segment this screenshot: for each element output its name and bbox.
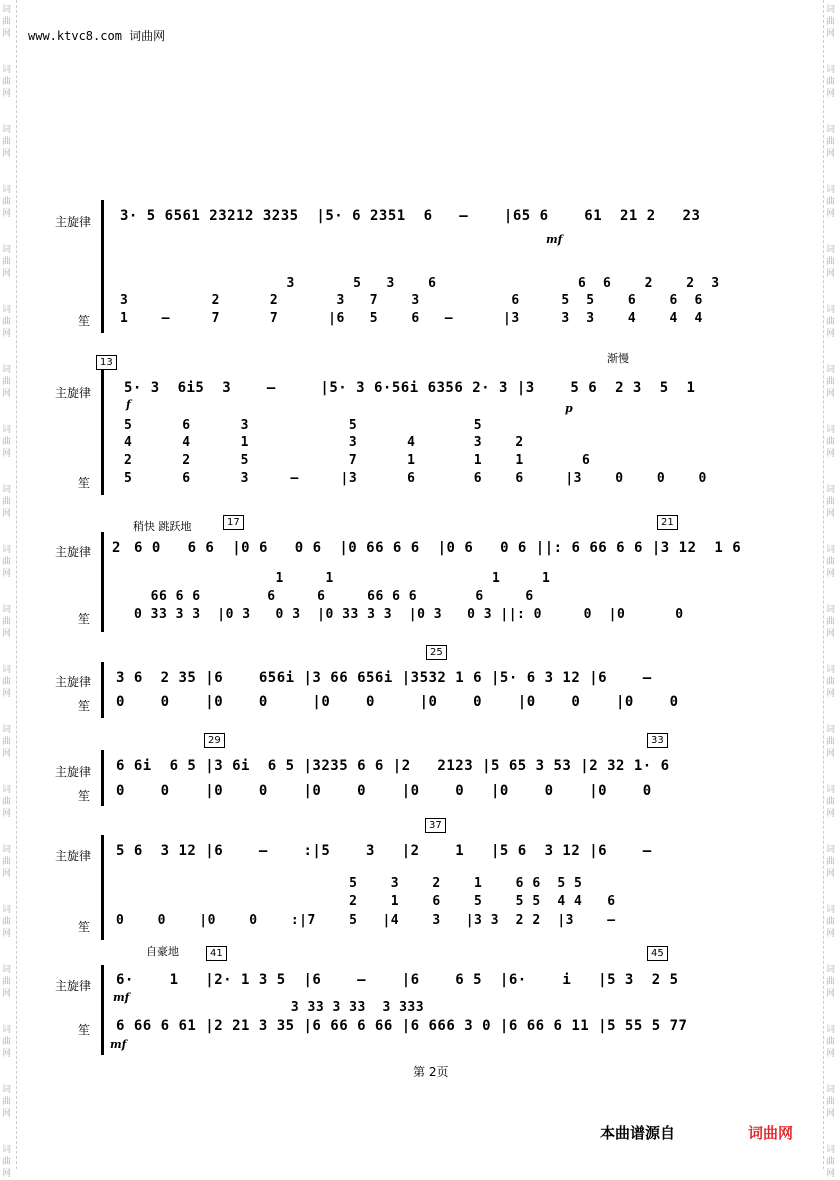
watermark-glyph: 网 [826, 1169, 836, 1179]
watermark-glyph: 网 [2, 629, 12, 639]
system-brace [101, 370, 104, 495]
watermark-glyph: 词 [2, 845, 12, 855]
watermark-glyph: 曲 [2, 137, 12, 147]
watermark-glyph: 词 [826, 965, 836, 975]
watermark-glyph: 网 [826, 269, 836, 279]
watermark-glyph: 曲 [2, 17, 12, 27]
watermark-glyph: 网 [826, 389, 836, 399]
watermark-glyph: 网 [826, 449, 836, 459]
dynamic-mark: mf [546, 233, 563, 246]
melody-line: 6 0 6 6 |0 6 0 6 |0 66 6 6 |0 6 0 6 ||: 6 66 6 6 |3 12 1 6 [134, 540, 742, 556]
part-label-melody: 主旋律 [55, 979, 92, 993]
watermark-glyph: 曲 [826, 257, 836, 267]
watermark-glyph: 词 [2, 1085, 12, 1095]
watermark-glyph: 词 [2, 305, 12, 315]
tempo-mark: 稍快 跳跃地 [133, 520, 192, 533]
watermark-glyph: 曲 [826, 797, 836, 807]
watermark-glyph: 词 [826, 1025, 836, 1035]
watermark-glyph: 曲 [826, 557, 836, 567]
watermark-glyph: 词 [2, 545, 12, 555]
melody-line: 5· 3 6i5 3 – |5· 3 6·56i 6356 2· 3 |3 5 6 2 3 5 1 [124, 380, 696, 396]
part-label-sheng: 笙 [78, 476, 91, 490]
watermark-glyph: 曲 [2, 77, 12, 87]
sheng-line: 3 2 2 3 7 3 6 5 5 6 6 6 [120, 293, 703, 308]
watermark-glyph: 曲 [826, 197, 836, 207]
part-label-sheng: 笙 [78, 1023, 91, 1037]
watermark-glyph: 网 [826, 1049, 836, 1059]
watermark-glyph: 词 [826, 1085, 836, 1095]
watermark-glyph: 曲 [826, 737, 836, 747]
system-brace [101, 835, 104, 940]
watermark-glyph: 曲 [2, 617, 12, 627]
watermark-glyph: 网 [826, 89, 836, 99]
watermark-glyph: 网 [2, 869, 12, 879]
system-brace [101, 200, 104, 333]
watermark-glyph: 词 [826, 785, 836, 795]
watermark-glyph: 曲 [2, 1097, 12, 1107]
sheng-line: 3 5 3 6 6 6 2 2 3 [120, 276, 720, 291]
watermark-glyph: 词 [826, 365, 836, 375]
watermark-glyph: 网 [826, 809, 836, 819]
sheng-line: 66 6 6 6 6 66 6 6 6 6 [134, 589, 534, 604]
measure-number: 25 [426, 645, 447, 660]
watermark-glyph: 词 [2, 245, 12, 255]
watermark-glyph: 词 [2, 605, 12, 615]
watermark-glyph: 曲 [826, 377, 836, 387]
system-brace [101, 750, 104, 806]
watermark-glyph: 词 [826, 425, 836, 435]
part-label-sheng: 笙 [78, 920, 91, 934]
measure-number: 37 [425, 818, 446, 833]
measure-number: 29 [204, 733, 225, 748]
source-label: 本曲谱源自 [600, 1124, 676, 1142]
watermark-glyph: 网 [2, 449, 12, 459]
watermark-glyph: 词 [2, 185, 12, 195]
watermark-glyph: 曲 [826, 677, 836, 687]
sheng-line: 0 0 |0 0 |0 0 |0 0 |0 0 |0 0 [116, 694, 679, 710]
watermark-glyph: 词 [826, 305, 836, 315]
watermark-glyph: 曲 [826, 437, 836, 447]
watermark-glyph: 词 [2, 785, 12, 795]
sheng-line: 0 0 |0 0 |0 0 |0 0 |0 0 |0 0 [116, 783, 652, 799]
sheng-line: 5 6 3 – |3 6 6 6 |3 0 0 0 [124, 471, 707, 486]
watermark-glyph: 曲 [2, 977, 12, 987]
sheng-line: 2 1 6 5 5 5 4 4 6 [116, 894, 616, 909]
watermark-glyph: 网 [2, 509, 12, 519]
watermark-glyph: 网 [826, 629, 836, 639]
watermark-glyph: 曲 [2, 917, 12, 927]
watermark-glyph: 网 [2, 749, 12, 759]
brand-link[interactable]: 词曲网 [748, 1124, 794, 1142]
watermark-glyph: 词 [826, 125, 836, 135]
watermark-glyph: 网 [2, 329, 12, 339]
watermark-glyph: 曲 [2, 197, 12, 207]
watermark-glyph: 网 [826, 29, 836, 39]
watermark-glyph: 词 [826, 65, 836, 75]
sheng-line: 1 1 1 1 [134, 571, 551, 586]
watermark-glyph: 网 [2, 1169, 12, 1179]
watermark-glyph: 词 [826, 845, 836, 855]
watermark-glyph: 曲 [826, 77, 836, 87]
watermark-glyph: 网 [2, 569, 12, 579]
watermark-glyph: 网 [2, 689, 12, 699]
part-label-sheng: 笙 [78, 612, 91, 626]
part-label-melody: 主旋律 [55, 675, 92, 689]
sheng-line: 6 66 6 61 |2 21 3 35 |6 66 6 66 |6 666 3 0 |6 66 6 11 |5 55 5 77 [116, 1018, 688, 1034]
measure-number: 33 [647, 733, 668, 748]
watermark-glyph: 曲 [826, 977, 836, 987]
watermark-glyph: 词 [2, 1025, 12, 1035]
watermark-glyph: 曲 [2, 1157, 12, 1167]
watermark-glyph: 词 [2, 485, 12, 495]
sheng-line: 0 0 |0 0 :|7 5 |4 3 |3 3 2 2 |3 – [116, 913, 616, 928]
watermark-glyph: 曲 [826, 617, 836, 627]
watermark-glyph: 词 [2, 665, 12, 675]
watermark-glyph: 网 [2, 1109, 12, 1119]
watermark-glyph: 网 [2, 149, 12, 159]
watermark-glyph: 网 [2, 809, 12, 819]
watermark-glyph: 曲 [2, 857, 12, 867]
watermark-glyph: 曲 [826, 17, 836, 27]
watermark-glyph: 网 [2, 1049, 12, 1059]
watermark-glyph: 词 [2, 65, 12, 75]
watermark-glyph: 词 [2, 725, 12, 735]
system-brace [101, 662, 104, 718]
sheng-line: 5 3 2 1 6 6 5 5 [116, 876, 583, 891]
melody-line: 6 6i 6 5 |3 6i 6 5 |3235 6 6 |2 2123 |5 65 3 53 |2 32 1· 6 [116, 758, 670, 774]
system-brace [101, 965, 104, 1055]
tempo-mark: 自豪地 [146, 945, 179, 958]
watermark-glyph: 网 [826, 749, 836, 759]
watermark-glyph: 词 [2, 425, 12, 435]
watermark-glyph: 词 [2, 5, 12, 15]
watermark-glyph: 词 [826, 665, 836, 675]
measure-number: 45 [647, 946, 668, 961]
watermark-glyph: 曲 [826, 1037, 836, 1047]
part-label-sheng: 笙 [78, 314, 91, 328]
watermark-glyph: 词 [826, 485, 836, 495]
watermark-glyph: 网 [826, 329, 836, 339]
watermark-glyph: 词 [826, 605, 836, 615]
watermark-glyph: 词 [2, 365, 12, 375]
part-label-sheng: 笙 [78, 789, 91, 803]
watermark-glyph: 网 [2, 389, 12, 399]
watermark-glyph: 网 [2, 269, 12, 279]
measure-number: 17 [223, 515, 244, 530]
watermark-glyph: 网 [826, 929, 836, 939]
watermark-glyph: 曲 [826, 857, 836, 867]
watermark-glyph: 网 [826, 509, 836, 519]
sheng-line: 1 – 7 7 |6 5 6 – |3 3 3 4 4 4 [120, 311, 703, 326]
watermark-glyph: 曲 [2, 557, 12, 567]
watermark-glyph: 网 [826, 989, 836, 999]
watermark-glyph: 网 [826, 209, 836, 219]
watermark-glyph: 词 [826, 1145, 836, 1155]
melody-line: 5 6 3 12 |6 – :|5 3 |2 1 |5 6 3 12 |6 – [116, 843, 652, 859]
watermark-glyph: 词 [2, 1145, 12, 1155]
sheng-line: 3 33 3 33 3 333 [116, 1000, 425, 1015]
dynamic-mark: mf [113, 991, 130, 1004]
watermark-glyph: 网 [2, 89, 12, 99]
watermark-glyph: 词 [2, 965, 12, 975]
watermark-glyph: 曲 [2, 797, 12, 807]
watermark-glyph: 网 [826, 1109, 836, 1119]
watermark-glyph: 网 [826, 569, 836, 579]
watermark-glyph: 词 [2, 125, 12, 135]
measure-number: 21 [657, 515, 678, 530]
part-label-melody: 主旋律 [55, 849, 92, 863]
watermark-glyph: 词 [826, 5, 836, 15]
watermark-glyph: 网 [2, 989, 12, 999]
watermark-glyph: 曲 [2, 377, 12, 387]
watermark-glyph: 网 [2, 929, 12, 939]
watermark-glyph: 词 [826, 725, 836, 735]
watermark-glyph: 曲 [2, 737, 12, 747]
watermark-glyph: 网 [2, 209, 12, 219]
watermark-glyph: 词 [826, 245, 836, 255]
watermark-glyph: 曲 [826, 1097, 836, 1107]
watermark-glyph: 词 [826, 905, 836, 915]
watermark-glyph: 网 [2, 29, 12, 39]
part-label-sheng: 笙 [78, 699, 91, 713]
watermark-glyph: 曲 [2, 1037, 12, 1047]
part-label-melody: 主旋律 [55, 215, 92, 229]
watermark-glyph: 词 [826, 185, 836, 195]
page-number: 第 2页 [413, 1065, 449, 1079]
watermark-glyph: 曲 [826, 917, 836, 927]
watermark-glyph: 曲 [2, 497, 12, 507]
melody-line: 6· 1 |2· 1 3 5 |6 – |6 6 5 |6· i |5 3 2 5 [116, 972, 679, 988]
part-label-melody: 主旋律 [55, 386, 92, 400]
watermark-glyph: 网 [826, 689, 836, 699]
dynamic-mark: p [565, 402, 573, 415]
sheng-line: 2 2 5 7 1 1 1 6 [124, 453, 591, 468]
watermark-glyph: 曲 [826, 317, 836, 327]
measure-number: 13 [96, 355, 117, 370]
watermark-glyph: 曲 [826, 137, 836, 147]
watermark-glyph: 网 [826, 869, 836, 879]
watermark-glyph: 词 [2, 905, 12, 915]
watermark-glyph: 曲 [826, 497, 836, 507]
dynamic-mark: mf [110, 1038, 127, 1051]
watermark-glyph: 词 [826, 545, 836, 555]
watermark-glyph: 网 [826, 149, 836, 159]
site-url: www.ktvc8.com 词曲网 [28, 29, 166, 43]
part-label-melody: 主旋律 [55, 765, 92, 779]
measure-number: 41 [206, 946, 227, 961]
watermark-glyph: 曲 [2, 677, 12, 687]
melody-line: 3 6 2 35 |6 656i |3 66 656i |3532 1 6 |5· 6 3 12 |6 – [116, 670, 652, 686]
dynamic-mark: f [126, 398, 131, 411]
sheng-line: 5 6 3 5 5 [124, 418, 483, 433]
sheng-line: 4 4 1 3 4 3 2 [124, 435, 524, 450]
melody-line: 3· 5 6561 23212 3235 |5· 6 2351 6 – |65 6 61 21 2 23 [120, 208, 701, 224]
watermark-glyph: 曲 [826, 1157, 836, 1167]
system-brace [101, 532, 104, 632]
watermark-glyph: 曲 [2, 317, 12, 327]
time-signature: 2 [112, 540, 121, 556]
part-label-melody: 主旋律 [55, 545, 92, 559]
tempo-mark: 渐慢 [607, 352, 629, 365]
watermark-glyph: 曲 [2, 257, 12, 267]
watermark-glyph: 曲 [2, 437, 12, 447]
sheng-line: 0 33 3 3 |0 3 0 3 |0 33 3 3 |0 3 0 3 ||: 0 0 |0 0 [134, 607, 684, 622]
